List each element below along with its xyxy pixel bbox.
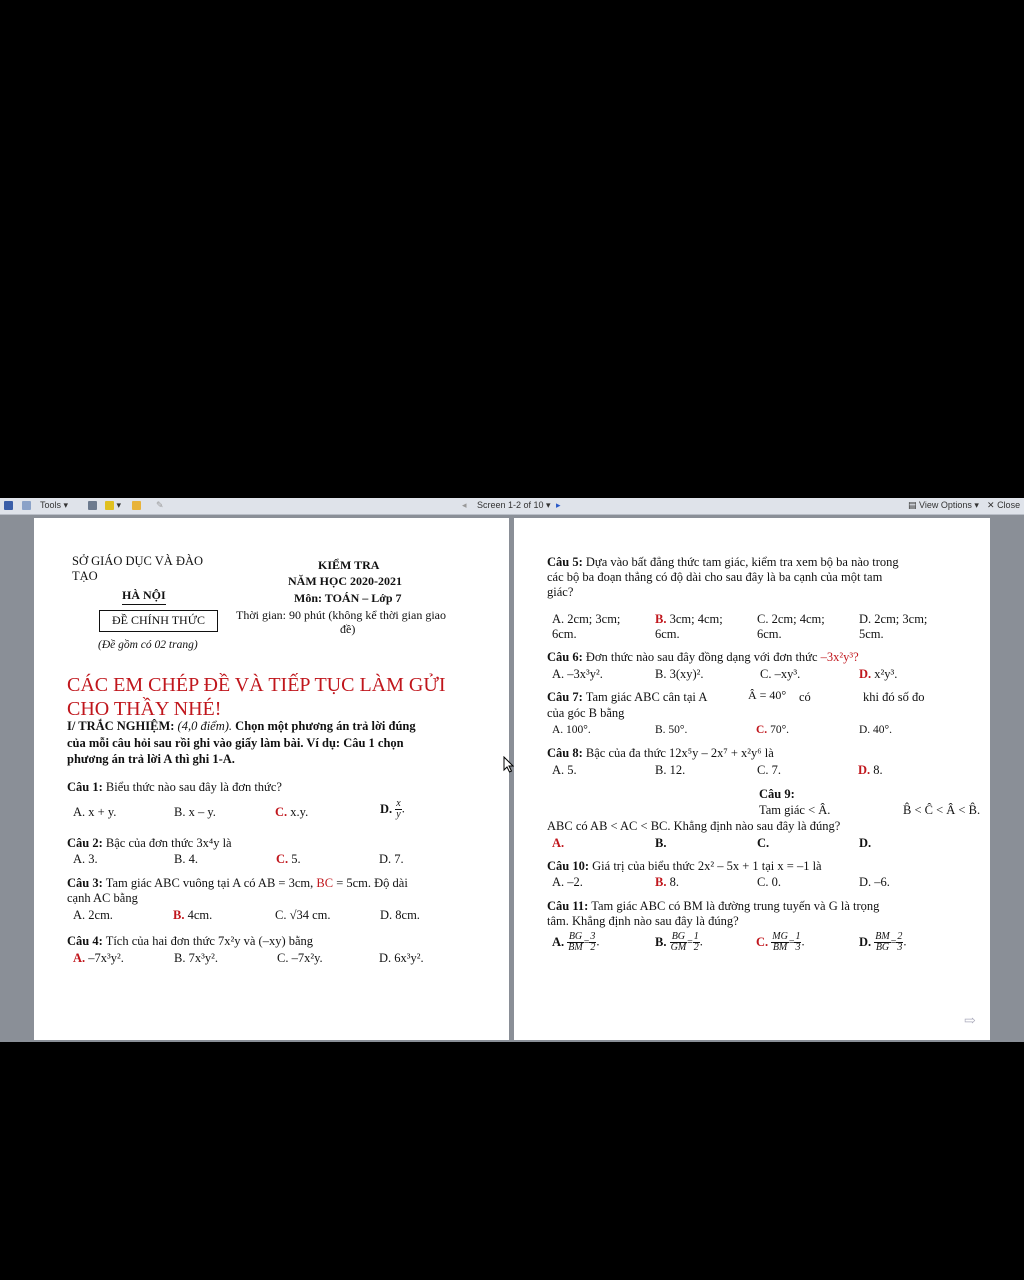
save-icon[interactable] bbox=[4, 500, 13, 510]
q5-text-3: giác? bbox=[547, 585, 574, 599]
q8-text: Bậc của đa thức 12x⁵y – 2x⁷ + x²y⁶ là bbox=[585, 746, 774, 760]
q3-option-a: A. 2cm. bbox=[73, 908, 113, 922]
q6-d-text: x²y³. bbox=[871, 667, 898, 681]
q7-option-a: A. 100°. bbox=[552, 724, 591, 736]
q5-b-text: 3cm; 4cm; bbox=[666, 612, 723, 626]
q2-label: Câu 2: bbox=[67, 836, 103, 850]
city-name: HÀ NỘI bbox=[122, 588, 166, 605]
q1-option-d: D. $\frac{x}{y}$ . bbox=[380, 798, 405, 820]
q5-option-a-cont: 6cm. bbox=[552, 627, 577, 641]
school-year: NĂM HỌC 2020-2021 bbox=[288, 574, 402, 588]
q11-option-c: C. $\frac{MG}{BM}$ = $\frac{1}{3}$ . bbox=[756, 931, 805, 953]
q4-option-c: C. –7x²y. bbox=[277, 951, 323, 965]
q5-option-b bbox=[655, 612, 723, 627]
q11-option-b: B. $\frac{BG}{GM}$ = $\frac{1}{2}$ . bbox=[655, 931, 703, 953]
question-10 bbox=[547, 859, 822, 874]
q9-overlap-text: Tam giác < Â. bbox=[759, 803, 831, 817]
q9-option-c: C. bbox=[757, 836, 770, 850]
q11-d-den-2: 3 bbox=[897, 942, 903, 953]
tools-menu[interactable]: Tools ▾ bbox=[40, 500, 69, 510]
q11-c-num-2: 1 bbox=[795, 931, 801, 942]
q11-a-num-2: 3 bbox=[590, 931, 596, 942]
highlight-icon[interactable]: ▾ bbox=[105, 500, 121, 511]
q6-term: –3x²y³? bbox=[820, 650, 859, 664]
section-instruction-3: phương án trả lời A thì ghi 1-A. bbox=[67, 752, 235, 766]
section-points: (4,0 điểm). bbox=[177, 719, 233, 733]
q8-label: Câu 8: bbox=[547, 746, 583, 760]
q11-a-den-2: 2 bbox=[590, 942, 596, 953]
q2-text: Bậc của đơn thức 3x⁴y là bbox=[105, 836, 232, 850]
banner-line-1: CÁC EM CHÉP ĐỀ VÀ TIẾP TỤC LÀM GỬI bbox=[67, 674, 446, 696]
mouse-cursor-icon bbox=[503, 756, 514, 773]
official-stamp: ĐỀ CHÍNH THỨC bbox=[99, 610, 218, 632]
q8-option-a: A. 5. bbox=[552, 763, 577, 777]
q5-option-c: C. 2cm; 4cm; bbox=[757, 612, 825, 626]
q1-option-c bbox=[275, 805, 308, 820]
q5-text-2: các bộ ba đoạn thẳng có độ dài cho sau đây là ba cạnh của một tam bbox=[547, 570, 883, 584]
screen-indicator[interactable]: Screen 1-2 of 10 ▾ bbox=[477, 500, 551, 510]
q7-option-b: B. 50°. bbox=[655, 724, 688, 736]
q6-text: Đơn thức nào sau đây đồng dạng với đơn thức bbox=[585, 650, 821, 664]
q5-option-b-cont: 6cm. bbox=[655, 627, 680, 641]
q3-label: Câu 3: bbox=[67, 876, 103, 890]
subject-line: Môn: TOÁN – Lớp 7 bbox=[294, 591, 402, 605]
next-page-arrow-icon[interactable]: ⇨ bbox=[964, 1014, 976, 1029]
q9-text: ABC có AB < AC < BC. Khẳng định nào sau đây là đúng? bbox=[547, 819, 841, 833]
q11-b-frac-2 bbox=[693, 932, 700, 953]
q7-tail: khi đó số đo bbox=[863, 690, 925, 704]
q5-b-letter: B. bbox=[655, 612, 667, 626]
q7-text-2: của góc B bằng bbox=[547, 706, 625, 720]
q1-text: Biểu thức nào sau đây là đơn thức? bbox=[105, 780, 282, 794]
q6-option-c: C. –xy³. bbox=[760, 667, 801, 681]
q7-option-c bbox=[756, 723, 789, 738]
q11-c-num-1: MG bbox=[772, 931, 788, 942]
screen-background bbox=[0, 1042, 1024, 1280]
q2-option-d: D. 7. bbox=[379, 852, 404, 866]
q11-d-frac-1 bbox=[874, 932, 890, 953]
q6-option-b: B. 3(xy)². bbox=[655, 667, 704, 681]
research-icon[interactable] bbox=[88, 500, 97, 510]
q11-b-num-1: BG bbox=[670, 932, 688, 943]
time-line: Thời gian: 90 phút (không kể thời gian giao bbox=[236, 608, 446, 622]
q6-d-letter: D. bbox=[859, 667, 872, 681]
q11-a-frac-1 bbox=[567, 932, 583, 953]
dept-name-cont: TẠO bbox=[72, 569, 98, 583]
q11-option-a: A. $\frac{BG}{BM}$ = $\frac{3}{2}$ . bbox=[552, 931, 600, 953]
q6-option-d bbox=[859, 667, 897, 682]
q1-label: Câu 1: bbox=[67, 780, 103, 794]
q1-c-letter: C. bbox=[275, 805, 288, 819]
q11-b-num-2: 1 bbox=[693, 931, 699, 942]
q8-d-text: 8. bbox=[870, 763, 883, 777]
q8-option-b: B. 12. bbox=[655, 763, 686, 777]
q3-text-line-2: cạnh AC bằng bbox=[67, 891, 138, 905]
q11-a-letter: A. bbox=[552, 935, 565, 949]
q11-c-frac-2 bbox=[794, 932, 801, 953]
previous-screen-icon[interactable]: ◂ bbox=[462, 500, 467, 510]
q4-text: Tích của hai đơn thức 7x²y và (–xy) bằng bbox=[105, 934, 314, 948]
q7-option-d: D. 40°. bbox=[859, 724, 893, 736]
q1-d-den: y bbox=[396, 809, 401, 820]
q2-option-b: B. 4. bbox=[174, 852, 198, 866]
q2-c-text: 5. bbox=[288, 852, 301, 866]
q8-option-d bbox=[858, 763, 883, 778]
question-8 bbox=[547, 746, 774, 761]
q11-c-letter: C. bbox=[756, 935, 769, 949]
q5-option-c-cont: 6cm. bbox=[757, 627, 782, 641]
q6-label: Câu 6: bbox=[547, 650, 583, 664]
q11-a-frac-2 bbox=[589, 932, 596, 953]
dept-name: SỞ GIÁO DỤC VÀ ĐÀO bbox=[72, 554, 204, 568]
q1-d-fraction bbox=[395, 799, 401, 820]
q9-right-text: B̂ < Ĉ < Â < B̂. bbox=[903, 803, 981, 817]
q11-b-den-2: 2 bbox=[693, 942, 699, 953]
tools-label: Tools bbox=[40, 500, 62, 510]
q4-option-b: B. 7x³y². bbox=[174, 951, 218, 965]
q1-option-b: B. x – y. bbox=[174, 805, 216, 819]
q1-option-a: A. x + y. bbox=[73, 805, 117, 819]
q11-label: Câu 11: bbox=[547, 899, 589, 913]
q7-c-letter: C. bbox=[756, 724, 768, 736]
q2-option-a: A. 3. bbox=[73, 852, 98, 866]
q2-option-c bbox=[276, 852, 301, 867]
q11-b-letter: B. bbox=[655, 935, 667, 949]
q4-option-d: D. 6x³y². bbox=[379, 951, 424, 965]
q10-b-letter: B. bbox=[655, 875, 667, 889]
q11-b-den-1: GM bbox=[670, 942, 687, 953]
q11-text-1: Tam giác ABC có BM là đường trung tuyến và G là trọng bbox=[591, 899, 880, 913]
q3-text-2: = 5cm. Độ dài bbox=[333, 876, 408, 890]
close-button[interactable] bbox=[987, 500, 1020, 511]
q11-c-den-1: BM bbox=[772, 942, 788, 953]
next-screen-icon[interactable]: ▸ bbox=[556, 500, 561, 510]
edit-icon[interactable]: ✎ bbox=[156, 500, 164, 510]
question-7 bbox=[547, 690, 707, 705]
view-options-label: View Options bbox=[919, 500, 972, 510]
q3-text-1: Tam giác ABC vuông tại A có AB = 3cm, bbox=[105, 876, 317, 890]
q3-option-c: C. √34 cm. bbox=[275, 908, 331, 922]
q11-d-num-1: BM bbox=[875, 931, 890, 942]
q2-c-letter: C. bbox=[276, 852, 289, 866]
q5-option-a: A. 2cm; 3cm; bbox=[552, 612, 621, 626]
q4-label: Câu 4: bbox=[67, 934, 103, 948]
document-page-2 bbox=[514, 518, 990, 1040]
exam-title: KIỂM TRA bbox=[318, 558, 380, 572]
q11-text-2: tâm. Khẳng định nào sau đây là đúng? bbox=[547, 914, 739, 928]
q5-option-d-cont: 5cm. bbox=[859, 627, 884, 641]
q7-label: Câu 7: bbox=[547, 690, 583, 704]
q10-option-b bbox=[655, 875, 679, 890]
section-instruction-2: của mỗi câu hỏi sau rồi ghi vào giấy làm bài. Ví dụ: Câu 1 chọn bbox=[67, 736, 404, 750]
section-title: I/ TRẮC NGHIỆM: bbox=[67, 719, 175, 733]
q11-c-den-2: 3 bbox=[795, 942, 801, 953]
q9-option-d: D. bbox=[859, 836, 872, 850]
question-4 bbox=[67, 934, 313, 949]
q5-label: Câu 5: bbox=[547, 555, 583, 569]
q3-option-b bbox=[173, 908, 212, 923]
question-3 bbox=[67, 876, 408, 891]
q10-option-d: D. –6. bbox=[859, 875, 890, 889]
pages-note: (Đề gồm có 02 trang) bbox=[98, 639, 198, 651]
comment-icon[interactable] bbox=[132, 500, 141, 510]
print-preview-icon[interactable] bbox=[22, 500, 31, 510]
q3-text-bc: BC bbox=[316, 876, 334, 890]
screen-label: Screen 1-2 of 10 bbox=[477, 500, 544, 510]
question-2 bbox=[67, 836, 232, 851]
q9-option-a: A. bbox=[552, 836, 565, 850]
q3-option-d: D. 8cm. bbox=[380, 908, 420, 922]
q11-b-frac-1 bbox=[670, 932, 688, 953]
close-label: Close bbox=[997, 500, 1021, 510]
view-options-menu[interactable]: ▤ View Options ▾ bbox=[908, 500, 979, 510]
q7-co: có bbox=[799, 690, 811, 704]
document-page-1 bbox=[34, 518, 509, 1040]
q1-d-letter: D. bbox=[380, 802, 393, 816]
q10-b-text: 8. bbox=[666, 875, 679, 889]
q8-option-c: C. 7. bbox=[757, 763, 781, 777]
q7-angle: Â = 40° bbox=[748, 688, 787, 702]
q11-d-frac-2 bbox=[896, 932, 903, 953]
question-11 bbox=[547, 899, 879, 914]
question-6 bbox=[547, 650, 859, 665]
q4-a-letter: A. bbox=[73, 951, 86, 965]
q6-option-a: A. –3x³y². bbox=[552, 667, 603, 681]
q10-label: Câu 10: bbox=[547, 859, 590, 873]
q11-a-den-1: BM bbox=[568, 942, 583, 953]
q4-option-a bbox=[73, 951, 124, 966]
q11-option-d: D. $\frac{BM}{BG}$ = $\frac{2}{3}$ . bbox=[859, 931, 907, 953]
q5-option-d: D. 2cm; 3cm; bbox=[859, 612, 928, 626]
q11-c-frac-1 bbox=[771, 932, 789, 953]
close-icon: ✕ bbox=[987, 500, 995, 510]
q4-a-text: –7x³y². bbox=[85, 951, 124, 965]
q9-option-b: B. bbox=[655, 836, 667, 850]
q1-c-text: x.y. bbox=[287, 805, 309, 819]
q10-option-a: A. –2. bbox=[552, 875, 583, 889]
banner-line-2: CHO THẦY NHÉ! bbox=[67, 698, 222, 720]
q7-c-text: 70°. bbox=[767, 724, 790, 736]
q11-d-letter: D. bbox=[859, 935, 872, 949]
question-1 bbox=[67, 780, 282, 795]
q5-text-1: Dựa vào bất đẳng thức tam giác, kiểm tra xem bộ ba nào trong bbox=[585, 555, 899, 569]
question-9-label: Câu 9: bbox=[759, 787, 795, 801]
q3-b-letter: B. bbox=[173, 908, 185, 922]
q11-d-num-2: 2 bbox=[897, 931, 903, 942]
q8-d-letter: D. bbox=[858, 763, 871, 777]
q10-text: Giá trị của biểu thức 2x² – 5x + 1 tại x = –1 là bbox=[592, 859, 822, 873]
q11-a-num-1: BG bbox=[568, 931, 583, 942]
question-5 bbox=[547, 555, 899, 570]
view-options-icon: ▤ bbox=[908, 500, 917, 510]
q1-d-num: x bbox=[396, 798, 401, 809]
q3-b-text: 4cm. bbox=[184, 908, 213, 922]
q10-option-c: C. 0. bbox=[757, 875, 781, 889]
q11-d-den-1: BG bbox=[875, 942, 890, 953]
q7-text: Tam giác ABC cân tại A bbox=[585, 690, 708, 704]
time-line-cont: đề) bbox=[340, 622, 356, 636]
section-intro bbox=[67, 719, 416, 734]
viewer-toolbar bbox=[0, 498, 1024, 515]
section-instruction: Chọn một phương án trả lời đúng bbox=[235, 719, 416, 733]
